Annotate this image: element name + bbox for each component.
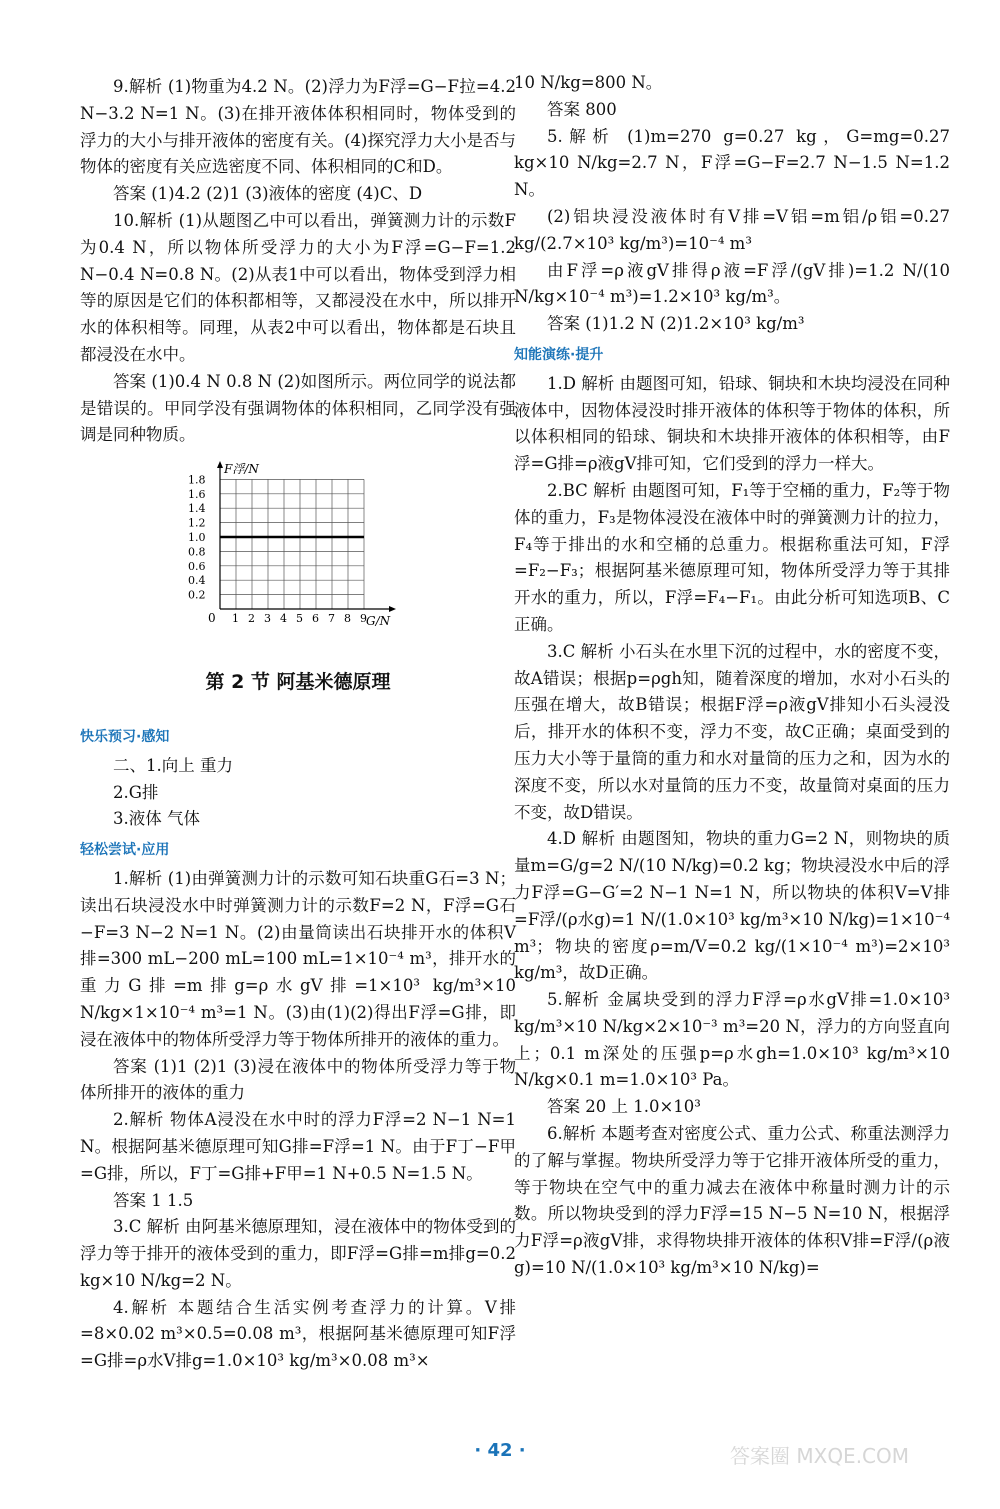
para-l6: 答案 (1)1 (2)1 (3)浸在液体中的物体所受浮力等于物体所排开的液体的重力 <box>80 1056 516 1103</box>
para-r5: 由F浮=ρ液gV排得ρ液=F浮/(gV排)=1.2 N/(10 N/kg×10⁻⁴ m³)=1.2×10³ kg/m³。 <box>514 260 950 307</box>
para-r4: (2)铝块浸没液体时有V排=V铝=m铝/ρ铝=0.27 kg/(2.7×10³ kg/m³)=10⁻⁴ m³ <box>514 206 950 253</box>
y-tick-label: 0.2 <box>188 588 206 602</box>
origin-label: 0 <box>208 611 216 626</box>
section-header-preview: 快乐预习·感知 <box>80 728 170 745</box>
para-l1: 9.解析 (1)物重为4.2 N。(2)浮力为F浮=G−F拉=4.2 N−3.2 N=1 N。(3)在排开液体体积相同时，物体受到的浮力的大小与排开液体的密度有关。(4)探究浮力大小是否与物体的密度有关应选密度不同、体积相同的C和D。 <box>80 77 516 177</box>
y-tick-label: 0.4 <box>188 574 206 588</box>
para-r8: 2.BC 解析 由题图可知，F₁等于空桶的重力，F₂等于物体的重力，F₃是物体浸没在液体中时的弹簧测力计的拉力，F₄等于排出的水和空桶的总重力。根据称重法可知，F浮=F₂−F₃；根据阿基米德原理可知，物体所受浮力等于其排开水的重力，所以，F浮=F₄−F₁。由此分析可知选项B、C正确。 <box>514 480 950 634</box>
para-r12: 答案 20 上 1.0×10³ <box>547 1097 701 1117</box>
x-tick-label: 6 <box>312 612 319 626</box>
preview-item-1: 二、1.向上 重力 <box>113 755 233 775</box>
para-l5: 1.解析 (1)由弹簧测力计的示数可知石块重G石=3 N；读出石块浸没水中时弹簧测力计的示数F=2 N，F浮=G石−F=3 N−2 N=1 N。(2)由量筒读出石块排开水的体积V排=300 mL−200 mL=100 mL=1×10⁻⁴ m³，排开水的重力G排=m排g=ρ水gV排=1×10³ kg/m³×10 N/kg×1×10⁻⁴ m³=1 N。(3)由(1)(2)得出F浮=G排，即浸在液体中的物体所受浮力等于物体所排开的液体的重力。 <box>80 868 516 1049</box>
x-tick-label: 4 <box>280 612 287 626</box>
para-l3: 10.解析 (1)从题图乙中可以看出，弹簧测力计的示数F为0.4 N，所以物体所受浮力的大小为F浮=G−F=1.2 N−0.4 N=0.8 N。(2)从表1中可以看出，物体受到浮力相等的原因是它们的体积都相等，又都浸没在水中，所以排开水的体积相等。同理，从表2中可以看出，物体都是石块且都浸没在水中。 <box>80 210 516 364</box>
graph-svg <box>180 459 440 639</box>
y-arrow <box>217 461 223 468</box>
buoyancy-graph <box>180 459 440 639</box>
preview-item-3: 3.液体 气体 <box>113 809 200 829</box>
x-tick-label: 9 <box>360 612 367 626</box>
x-axis-label: G/N <box>366 614 391 629</box>
para-r2: 答案 800 <box>547 99 617 119</box>
preview-item-2: 2.G排 <box>113 782 159 802</box>
x-tick-label: 1 <box>232 612 239 626</box>
para-l9: 3.C 解析 由阿基米德原理知，浸在液体中的物体受到的浮力等于排开的液体受到的重力，即F浮=G排=m排g=0.2 kg×10 N/kg=2 N。 <box>80 1217 516 1290</box>
para-l4: 答案 (1)0.4 N 0.8 N (2)如图所示。两位同学的说法都是错误的。甲同学没有强调物体的体积相同，乙同学没有强调是同种物质。 <box>80 371 516 445</box>
section-header-try: 轻松尝试·应用 <box>80 842 170 859</box>
y-tick-label: 1.2 <box>188 516 206 530</box>
y-tick-label: 0.8 <box>188 545 206 559</box>
para-l10: 4.解析 本题结合生活实例考查浮力的计算。V排=8×0.02 m³×0.5=0.08 m³，根据阿基米德原理可知F浮=G排=ρ水V排g=1.0×10³ kg/m³×0.08 m³× <box>80 1297 516 1371</box>
para-r7: 1.D 解析 由题图可知，铅球、铜块和木块均浸没在同种液体中，因物体浸没时排开液体的体积等于物体的体积，所以体积相同的铅球、铜块和木块排开液体的体积相等，由F浮=G排=ρ液gV排可知，它们受到的浮力一样大。 <box>514 373 950 474</box>
para-l7: 2.解析 物体A浸没在水中时的浮力F浮=2 N−1 N=1 N。根据阿基米德原理可知G排=F浮=1 N。由于F丁−F甲=G排，所以，F丁=G排+F甲=1 N+0.5 N=1.5 N。 <box>80 1110 516 1183</box>
watermark: 答案圈 MXQE.COM <box>730 1444 910 1468</box>
x-tick-label: 2 <box>248 612 255 626</box>
section-title: 第 2 节 阿基米德原理 <box>205 671 391 694</box>
para-l2: 答案 (1)4.2 (2)1 (3)液体的密度 (4)C、D <box>113 184 423 204</box>
y-axis-label: F浮/N <box>224 462 259 477</box>
x-tick-label: 5 <box>296 612 303 626</box>
graph-grid <box>220 480 364 610</box>
para-r6: 答案 (1)1.2 N (2)1.2×10³ kg/m³ <box>547 314 805 334</box>
y-tick-label: 1.6 <box>188 487 206 501</box>
right-column <box>514 70 950 1282</box>
x-tick-label: 3 <box>264 612 271 626</box>
y-tick-label: 0.6 <box>188 559 206 573</box>
y-tick-label: 1.0 <box>188 531 206 545</box>
section-header-practice: 知能演练·提升 <box>514 346 604 363</box>
para-r11: 5.解析 金属块受到的浮力F浮=ρ水gV排=1.0×10³ kg/m³×10 N/kg×2×10⁻³ m³=20 N，浮力的方向竖直向上；0.1 m深处的压强p=ρ水gh=1.0×10³ kg/m³×10 N/kg×0.1 m=1.0×10³ Pa。 <box>514 990 950 1090</box>
para-r10: 4.D 解析 由题图知，物块的重力G=2 N，则物块的质量m=G/g=2 N/(10 N/kg)=0.2 kg；物块浸没水中后的浮力F浮=G−G′=2 N−1 N=1 N，所以物块的体积V=V排=F浮/(ρ水g)=1 N/(1.0×10³ kg/m³×10 N/kg)=1×10⁻⁴ m³；物块的密度ρ=m/V=0.2 kg/(1×10⁻⁴ m³)=2×10³ kg/m³，故D正确。 <box>514 829 950 983</box>
para-l8: 答案 1 1.5 <box>113 1190 194 1210</box>
left-column <box>80 74 516 1375</box>
x-tick-label: 8 <box>344 612 351 626</box>
para-r9: 3.C 解析 小石头在水里下沉的过程中，水的密度不变，故A错误；根据p=ρgh知，随着深度的增加，水对小石头的压强在增大，故B错误；根据F浮=ρ液gV排知小石头浸没后，排开水的体积不变，浮力不变，故C正确；桌面受到的压力大小等于量筒的重力和水对量筒的压力之和，因为水的深度不变，所以水对量筒的压力不变，故量筒对桌面的压力不变，故D错误。 <box>514 641 950 822</box>
page-number: · 42 · <box>474 1440 526 1461</box>
y-tick-label: 1.4 <box>188 502 206 516</box>
x-arrow <box>389 606 396 612</box>
y-tick-label: 1.8 <box>188 473 206 487</box>
x-tick-label: 7 <box>328 612 335 626</box>
para-r1: 10 N/kg=800 N。 <box>514 73 663 92</box>
para-r13: 6.解析 本题考查对密度公式、重力公式、称重法测浮力的了解与掌握。物块所受浮力等于它排开液体所受的重力，等于物块在空气中的重力减去在液体中称量时测力计的示数。所以物块受到的浮力F浮=15 N−5 N=10 N，根据浮力F浮=ρ液gV排，求得物块排开液体的体积V排=F浮/(ρ液g)=10 N/(1.0×10³ kg/m³×10 N/kg)= <box>514 1124 950 1278</box>
para-r3: 5.解析 (1)m=270 g=0.27 kg，G=mg=0.27 kg×10 N/kg=2.7 N，F浮=G−F=2.7 N−1.5 N=1.2 N。 <box>514 126 950 200</box>
